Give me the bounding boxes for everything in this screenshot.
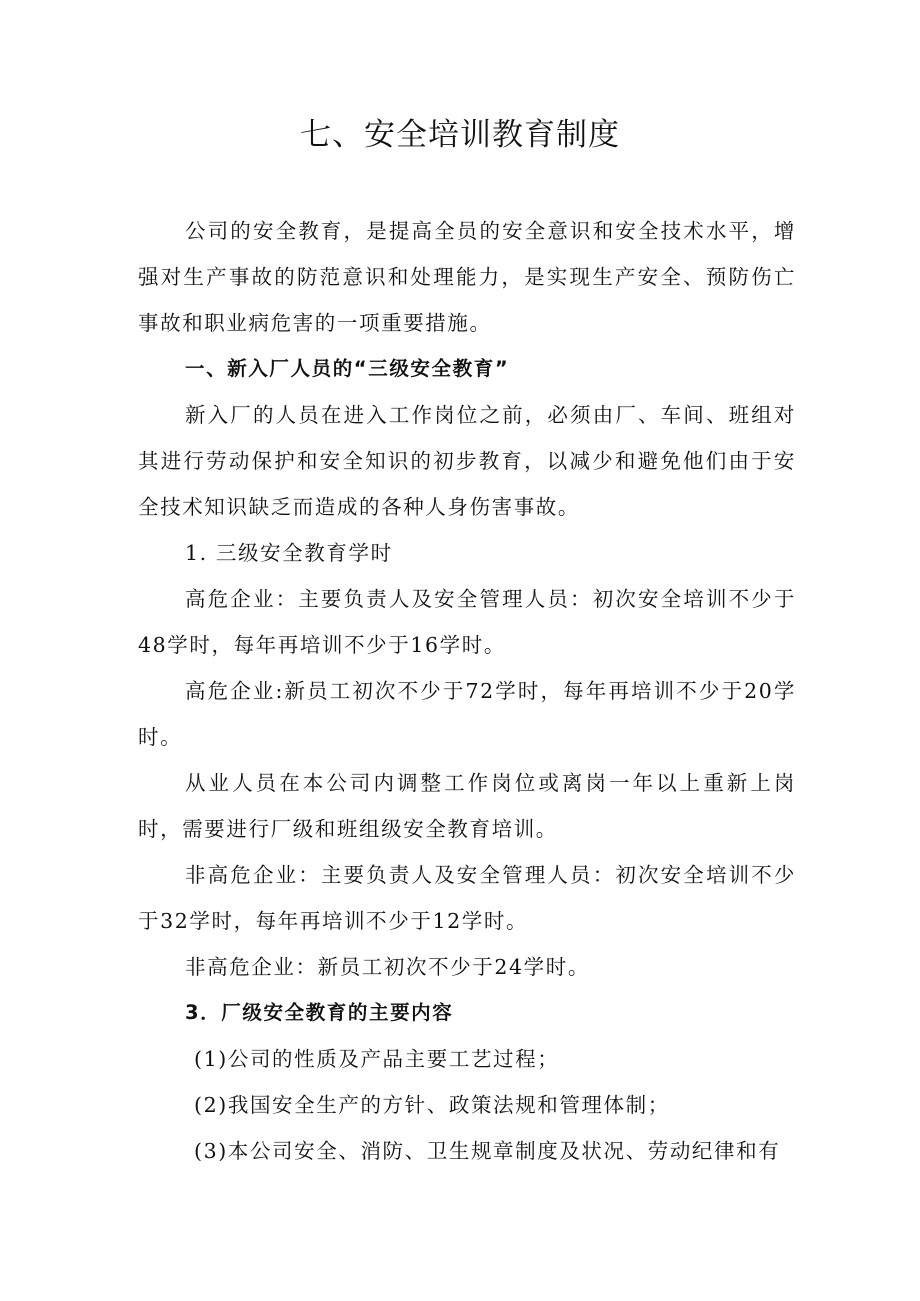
hours-high-risk-managers: 高危企业：主要负责人及安全管理人员：初次安全培训不少于48学时，每年再培训不少于16学时。 <box>138 587 796 657</box>
orientation-paragraph: 新入厂的人员在进入工作岗位之前，必须由厂、车间、班组对其进行劳动保护和安全知识的初步教育，以减少和避免他们由于安全技术知识缺乏而造成的各种人身伤害事故。 <box>138 403 796 519</box>
subheading-factory-level-content: 3．厂级安全教育的主要内容 <box>185 1001 454 1024</box>
subheading-training-hours: 1. 三级安全教育学时 <box>185 541 393 565</box>
hours-high-risk-new-staff: 高危企业:新员工初次不少于72学时，每年再培训不少于20学时。 <box>138 679 796 749</box>
intro-paragraph: 公司的安全教育，是提高全员的安全意识和安全技术水平，增强对生产事故的防范意识和处理能力，是实现生产安全、预防伤亡事故和职业病危害的一项重要措施。 <box>138 219 796 335</box>
section-heading-orientation: 一、新入厂人员的“三级安全教育” <box>185 357 510 380</box>
page-title: 七、安全培训教育制度 <box>300 117 620 153</box>
list-item: (2)我国安全生产的方针、政策法规和管理体制； <box>194 1093 670 1117</box>
document-body <box>138 208 796 1174</box>
hours-reassignment: 从业人员在本公司内调整工作岗位或离岗一年以上重新上岗时，需要进行厂级和班组级安全教育培训。 <box>138 771 796 841</box>
hours-non-high-risk-managers: 非高危企业：主要负责人及安全管理人员：初次安全培训不少于32学时，每年再培训不少于12学时。 <box>138 863 796 933</box>
list-item: (1)公司的性质及产品主要工艺过程； <box>194 1047 560 1071</box>
list-item: (3)本公司安全、消防、卫生规章制度及状况、劳动纪律和有 <box>194 1139 781 1163</box>
hours-non-high-risk-new-staff: 非高危企业：新员工初次不少于24学时。 <box>185 955 590 979</box>
